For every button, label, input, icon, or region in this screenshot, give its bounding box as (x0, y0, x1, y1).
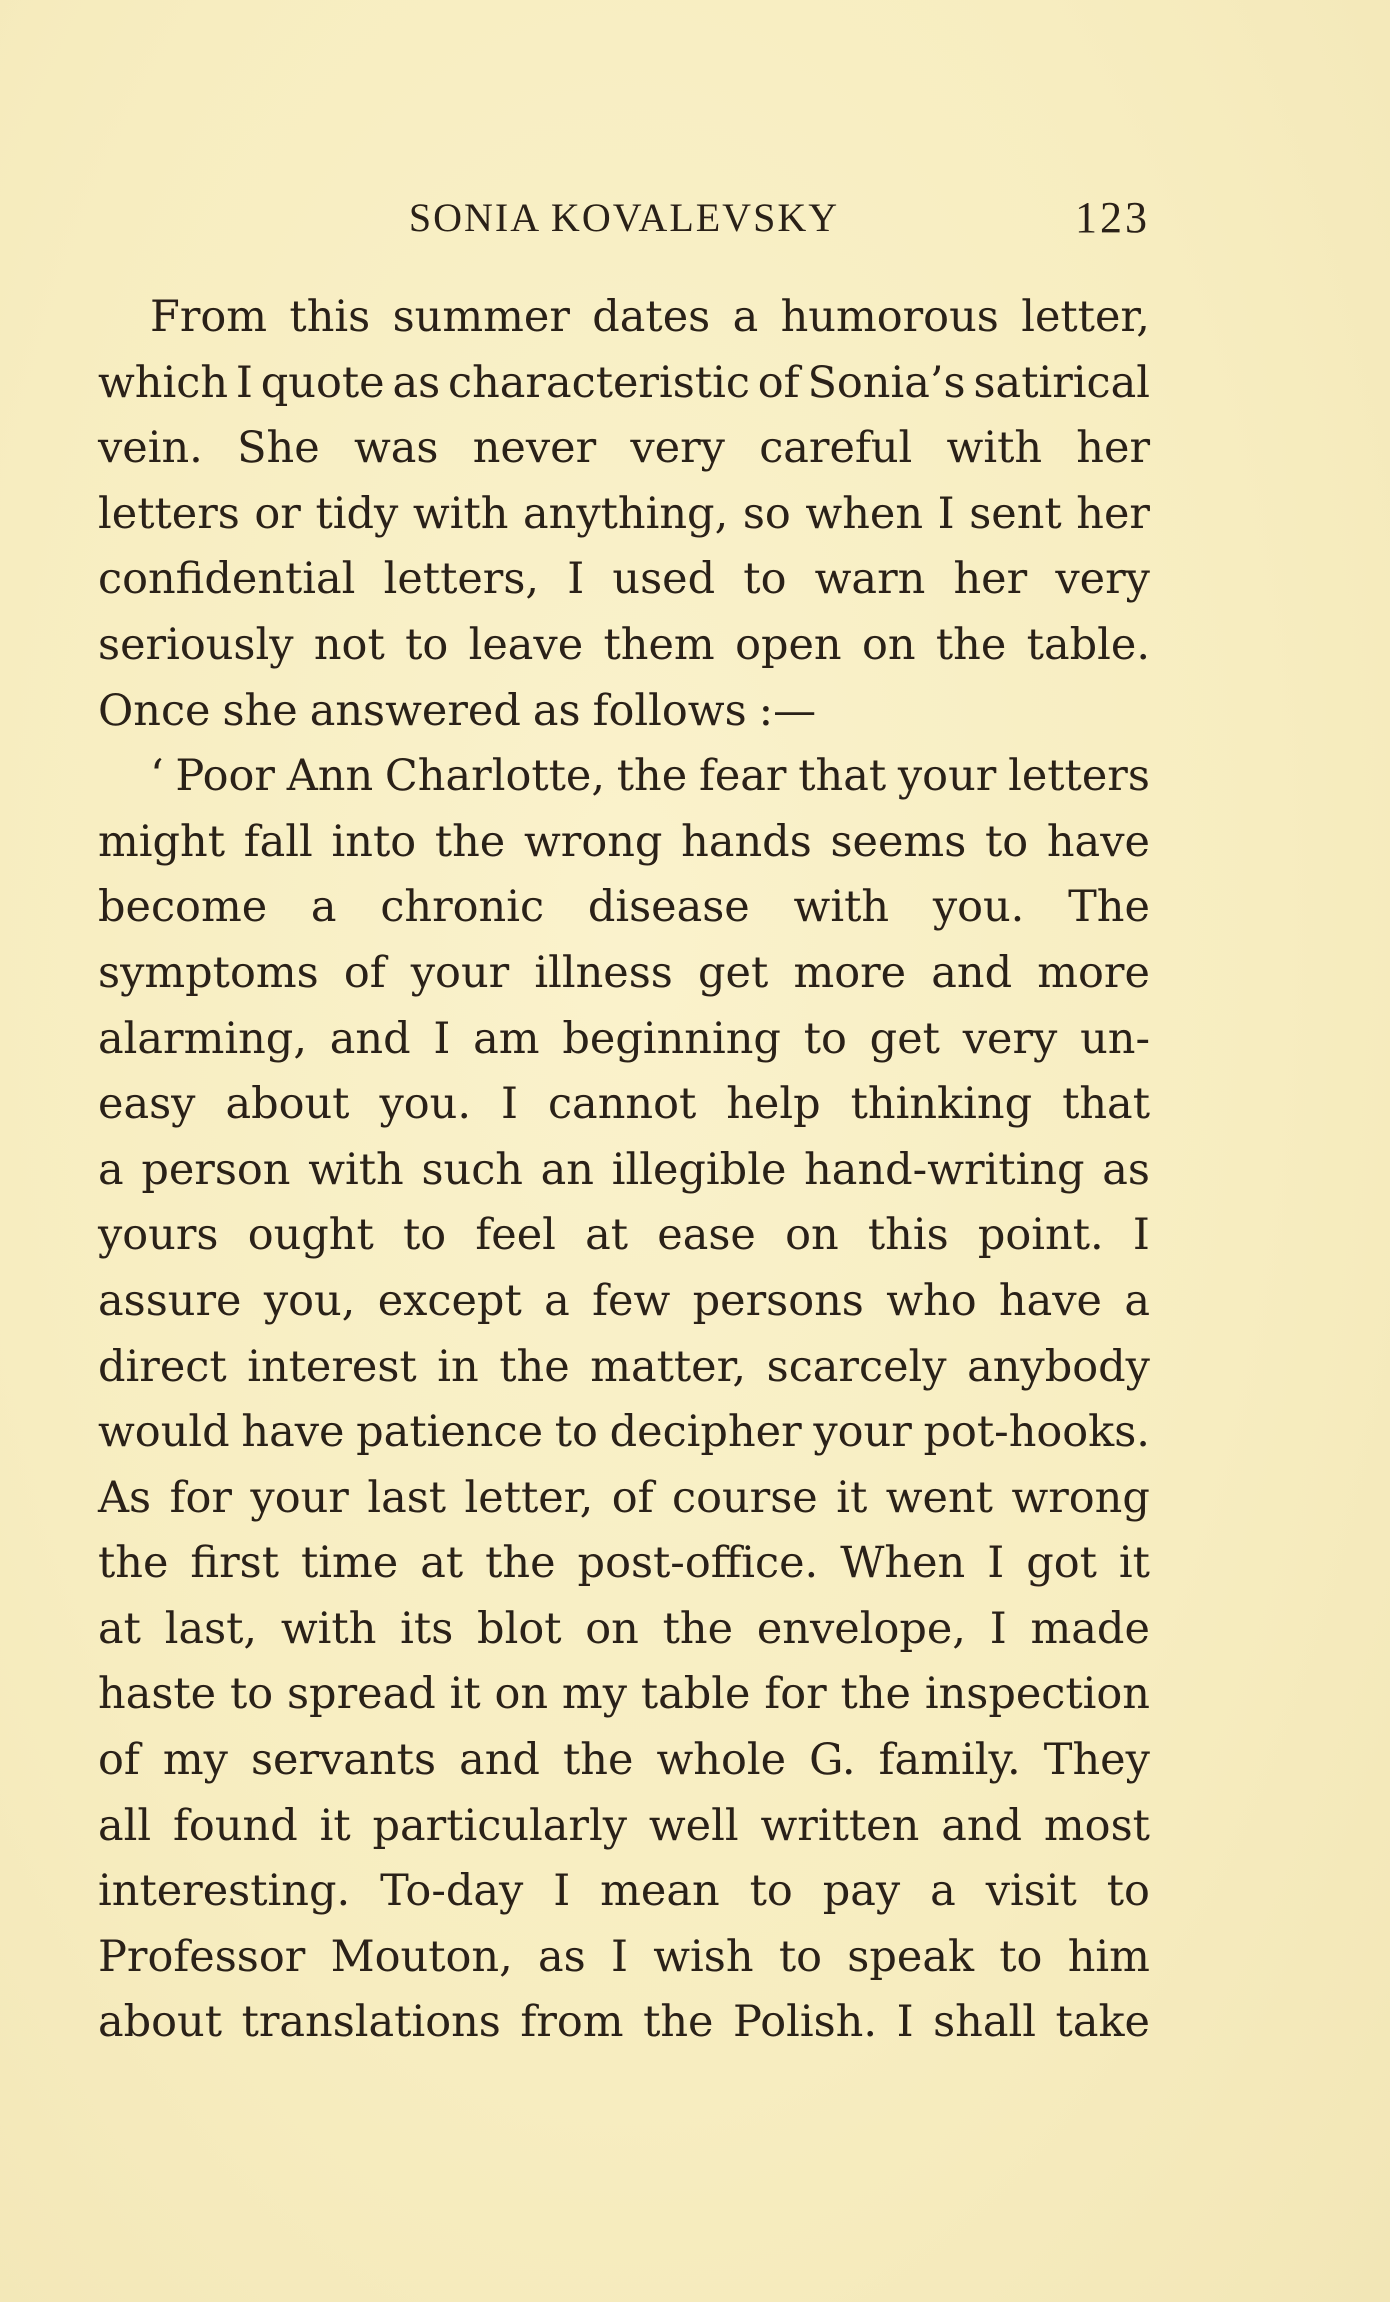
word: Ann (286, 751, 374, 802)
text-line (98, 285, 1150, 351)
word: I (1132, 1210, 1150, 1261)
word: or (254, 488, 301, 539)
word: and (459, 1735, 540, 1786)
word: with (793, 882, 890, 933)
word: disease (587, 882, 750, 933)
text-line (98, 1400, 1150, 1466)
page-number: 123 (1075, 193, 1150, 242)
word: table (640, 1669, 751, 1720)
word: to (743, 554, 787, 605)
text-line (98, 1466, 1150, 1532)
word: them (603, 619, 715, 670)
word: written (760, 1800, 920, 1851)
word: not (313, 619, 385, 670)
word: get (698, 947, 769, 998)
word: I (567, 554, 585, 605)
word: dates (592, 292, 711, 342)
word: family. (878, 1735, 1021, 1786)
word: for (764, 1669, 827, 1720)
word: your (250, 1472, 349, 1523)
text-line (98, 1007, 1150, 1073)
text-line (98, 1531, 1150, 1597)
word: I (937, 488, 955, 539)
word: hand-writing (804, 1144, 1085, 1195)
word: yours (98, 1210, 219, 1261)
word: which (98, 357, 229, 408)
word: so (742, 488, 791, 539)
word: few (592, 1275, 671, 1326)
word: She (237, 423, 320, 474)
word: the (98, 1538, 169, 1589)
word: last, (164, 1603, 258, 1654)
word: am (473, 1013, 540, 1064)
word: with (308, 1144, 404, 1195)
word: whole (656, 1735, 787, 1786)
word: you. (932, 882, 1025, 933)
word: at (98, 1603, 141, 1654)
word: Sonia’s (807, 357, 966, 408)
word: of (98, 1735, 140, 1786)
word: when (805, 488, 924, 539)
word: ‘ (150, 751, 164, 802)
word: very (962, 1013, 1058, 1064)
word: she (222, 685, 298, 736)
word: table. (1026, 619, 1150, 670)
word: it (449, 1669, 481, 1720)
word: post-office. (577, 1538, 819, 1589)
word: would (98, 1407, 230, 1458)
word: at (585, 1210, 629, 1261)
word: of (343, 947, 386, 998)
word: last (367, 1472, 447, 1523)
word: anybody (967, 1341, 1150, 1392)
text-line (98, 1728, 1150, 1794)
word: I (500, 1079, 518, 1130)
word: made (1030, 1603, 1150, 1654)
word: cannot (547, 1079, 697, 1130)
word: might (98, 816, 226, 867)
word: as (1102, 1144, 1150, 1195)
word: him (1067, 1931, 1150, 1982)
word: for (169, 1472, 232, 1523)
word: was (353, 423, 439, 474)
word: to (778, 1931, 823, 1982)
word: wrong (523, 816, 663, 867)
word: about (98, 1997, 223, 2048)
word: get (869, 1013, 940, 1064)
word: as (392, 357, 441, 408)
word: her (953, 554, 1028, 605)
word: ought (247, 1210, 374, 1261)
word: wish (653, 1931, 754, 1982)
word: Once (98, 685, 211, 736)
text-line (98, 1203, 1150, 1269)
word: used (612, 554, 716, 605)
word: first (190, 1538, 279, 1589)
word: pay (822, 1866, 901, 1917)
word: my (162, 1735, 228, 1786)
word: As (98, 1472, 152, 1523)
word: summer (392, 292, 570, 342)
word: this (867, 1210, 949, 1261)
word: found (173, 1800, 298, 1851)
word: particularly (372, 1800, 628, 1851)
word: the (499, 1341, 570, 1392)
word: it (1118, 1538, 1150, 1589)
text-line (98, 1072, 1150, 1138)
word: got (1026, 1538, 1097, 1589)
word: such (421, 1144, 523, 1195)
word: have (1046, 816, 1150, 867)
word: persons (692, 1275, 864, 1326)
text-line (98, 1335, 1150, 1401)
text-line (98, 1925, 1150, 1991)
word: and (931, 947, 1013, 998)
word: on (494, 1669, 549, 1720)
word: this (289, 292, 371, 342)
text-line (98, 351, 1150, 417)
word: very (630, 423, 725, 474)
word: help (726, 1079, 821, 1130)
word: answered (309, 685, 521, 736)
text-line (98, 1990, 1150, 2056)
word: I (989, 1603, 1007, 1654)
word: letter, (464, 1472, 594, 1523)
word: assure (98, 1275, 242, 1326)
word: except (377, 1275, 522, 1326)
word: to (554, 1407, 598, 1458)
word: direct (98, 1341, 227, 1392)
word: quote (260, 357, 385, 408)
word: a (732, 292, 759, 342)
word: point. (977, 1210, 1104, 1261)
word: Mouton, (330, 1931, 513, 1982)
word: her (1076, 423, 1150, 474)
word: well (648, 1800, 739, 1851)
word: to (803, 1013, 847, 1064)
word: I (553, 1866, 571, 1917)
word: humorous (780, 292, 999, 342)
word: translations (241, 1997, 501, 2048)
word: who (886, 1275, 977, 1326)
word: visit (985, 1866, 1077, 1917)
text-line (98, 1138, 1150, 1204)
word: at (420, 1538, 464, 1589)
word: vein. (98, 423, 203, 474)
word: your (813, 1407, 912, 1458)
word: thinking (850, 1079, 1033, 1130)
word: They (1043, 1735, 1150, 1786)
text-line (98, 875, 1150, 941)
word: the (616, 751, 688, 802)
text-line (98, 547, 1150, 613)
word: never (472, 423, 597, 474)
word: the (840, 1669, 911, 1720)
word: anything, (523, 488, 729, 539)
word: letter, (1021, 292, 1150, 342)
word: haste (98, 1669, 217, 1720)
word: careful (759, 423, 913, 474)
text-line (98, 482, 1150, 548)
word: a (930, 1866, 956, 1917)
word: have (241, 1407, 345, 1458)
text-line (98, 416, 1150, 482)
word: time (300, 1538, 399, 1589)
word: ease (657, 1210, 756, 1261)
word: open (735, 619, 842, 670)
word: I (433, 1013, 451, 1064)
word: course (672, 1472, 818, 1523)
word: to (229, 1669, 274, 1720)
word: tidy (315, 488, 399, 539)
word: seriously (98, 619, 294, 670)
word: I (610, 1931, 628, 1982)
word: To-day (380, 1866, 524, 1917)
word: letters (1008, 751, 1150, 802)
word: to (999, 1931, 1043, 1982)
text-line (98, 941, 1150, 1007)
word: I (235, 357, 253, 408)
word: alarming, (98, 1013, 307, 1064)
word: become (98, 882, 268, 933)
word: more (793, 947, 907, 998)
word: to (403, 1210, 447, 1261)
word: the (662, 1603, 734, 1654)
word: I (896, 1997, 914, 2048)
word: a (1124, 1275, 1150, 1326)
word: a (544, 1275, 570, 1326)
text-line (98, 1794, 1150, 1860)
word: to (405, 619, 449, 670)
word: on (585, 1603, 639, 1654)
text-line (98, 1269, 1150, 1335)
word: that (1062, 1079, 1150, 1130)
word: satirical (973, 357, 1150, 408)
word: interesting. (98, 1866, 351, 1917)
word: Poor (175, 751, 275, 802)
text-line (98, 744, 1150, 810)
body-text (98, 285, 1150, 2056)
word: seems (830, 816, 967, 867)
word: to (749, 1866, 793, 1917)
word: you. (379, 1079, 471, 1130)
text-line (98, 1662, 1150, 1728)
word: follows (592, 685, 747, 736)
word: that (798, 751, 887, 802)
word: interest (247, 1341, 417, 1392)
word: wrong (1011, 1472, 1150, 1523)
word: inspection (924, 1669, 1150, 1720)
word: from (520, 1997, 624, 2048)
word: and (329, 1013, 411, 1064)
word: shall (933, 1997, 1037, 2048)
word: speak (847, 1931, 975, 1982)
word: mean (600, 1866, 720, 1917)
word: with (280, 1603, 377, 1654)
word: a (98, 1144, 124, 1195)
word: servants (250, 1735, 437, 1786)
word: spread (286, 1669, 436, 1720)
word: with (412, 488, 509, 539)
word: went (885, 1472, 993, 1523)
text-line (98, 1859, 1150, 1925)
word: symptoms (98, 947, 319, 998)
word: Polish. (733, 1997, 878, 2048)
word: all (98, 1800, 152, 1851)
word: leave (468, 619, 584, 670)
word: an (540, 1144, 595, 1195)
word: Professor (98, 1931, 306, 1982)
word: patience (356, 1407, 544, 1458)
word: the (485, 1538, 556, 1589)
text-line (98, 679, 1150, 745)
text-line (98, 613, 1150, 679)
word: it (836, 1472, 868, 1523)
word: take (1055, 1997, 1150, 2048)
word: its (400, 1603, 454, 1654)
word: about (225, 1079, 350, 1130)
word: warn (814, 554, 926, 605)
word: :— (758, 685, 817, 736)
word: your (410, 947, 510, 998)
word: sent (969, 488, 1062, 539)
word: on (785, 1210, 839, 1261)
word: your (897, 751, 997, 802)
word: When (840, 1538, 966, 1589)
word: to (1106, 1866, 1150, 1917)
word: on (861, 619, 916, 670)
word: fall (243, 816, 313, 867)
word: blot (477, 1603, 562, 1654)
word: un- (1080, 1013, 1150, 1064)
word: a (310, 882, 337, 933)
word: most (1043, 1800, 1150, 1851)
word: person (141, 1144, 291, 1195)
word: the (643, 1997, 714, 2048)
word: have (998, 1275, 1102, 1326)
word: the (434, 816, 506, 867)
word: the (562, 1735, 634, 1786)
running-head (98, 190, 1150, 250)
word: confidential (98, 554, 356, 605)
word: with (946, 423, 1043, 474)
text-line (98, 1597, 1150, 1663)
word: fear (698, 751, 787, 802)
word: as (532, 685, 581, 736)
word: Charlotte, (384, 751, 606, 802)
word: more (1037, 947, 1150, 998)
word: I (987, 1538, 1005, 1589)
word: very (1055, 554, 1150, 605)
word: my (561, 1669, 627, 1720)
word: scarcely (766, 1341, 947, 1392)
word: G. (809, 1735, 856, 1786)
word: illegible (611, 1144, 787, 1195)
word: it (319, 1800, 351, 1851)
word: envelope, (756, 1603, 966, 1654)
word: and (941, 1800, 1023, 1851)
word: her (1076, 488, 1150, 539)
word: matter, (590, 1341, 747, 1392)
word: illness (534, 947, 673, 998)
text-line (98, 810, 1150, 876)
word: From (150, 292, 268, 342)
word: to (984, 816, 1029, 867)
word: characteristic (448, 357, 750, 408)
word: you, (263, 1275, 356, 1326)
word: of (757, 357, 800, 408)
word: the (935, 619, 1007, 670)
word: as (538, 1931, 586, 1982)
word: letters (98, 488, 240, 539)
word: easy (98, 1079, 196, 1130)
word: hands (681, 816, 812, 867)
word: in (437, 1341, 479, 1392)
word: pot-hooks. (923, 1407, 1150, 1458)
word: beginning (562, 1013, 781, 1064)
word: feel (475, 1210, 556, 1261)
word: letters, (383, 554, 540, 605)
word: of (611, 1472, 654, 1523)
word: chronic (380, 882, 545, 933)
running-title: SONIA KOVALEVSKY (408, 195, 840, 240)
word: decipher (609, 1407, 802, 1458)
word: The (1068, 882, 1150, 933)
word: into (331, 816, 417, 867)
